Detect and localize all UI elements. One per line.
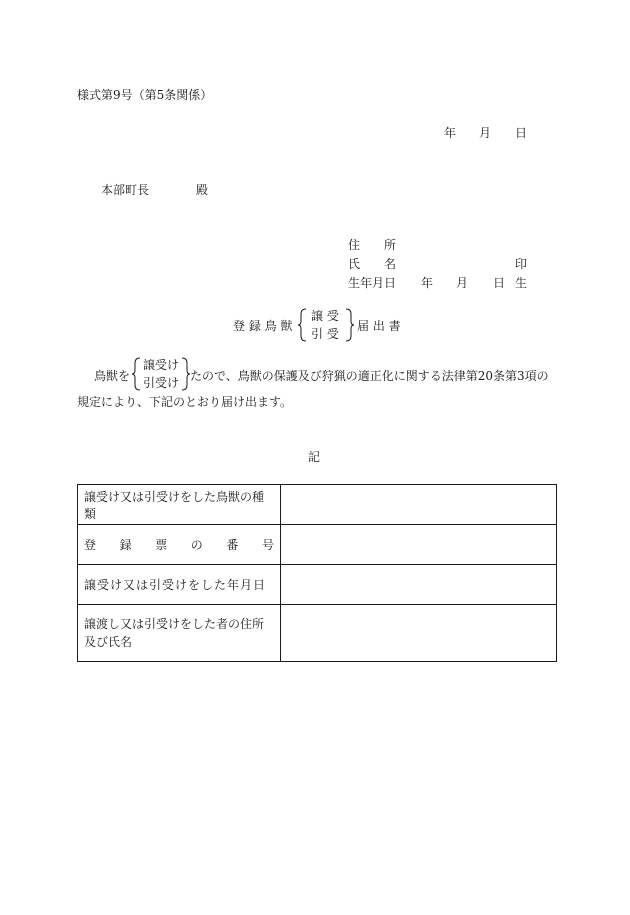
row-label-date: 譲受け又は引受けをした年月日 bbox=[78, 565, 281, 605]
body-right-brace-icon bbox=[180, 357, 190, 391]
form-number: 様式第9号（第5条関係） bbox=[77, 88, 213, 102]
birth-year: 年 bbox=[421, 276, 434, 290]
seal-mark: 印 bbox=[515, 257, 528, 271]
birth-day: 日 bbox=[493, 276, 506, 290]
row-value-registration-number[interactable] bbox=[281, 525, 557, 565]
addressee-name: 本部町長 bbox=[101, 183, 150, 197]
row-label-transferor: 譲渡し又は引受けをした者の住所及び氏名 bbox=[78, 605, 281, 662]
address-label: 住 所 bbox=[348, 238, 397, 252]
title-prefix: 登 録 鳥 獣 bbox=[233, 319, 293, 333]
row-value-transferor[interactable] bbox=[281, 605, 557, 662]
birth-suffix: 生 bbox=[515, 276, 528, 290]
birth-month: 月 bbox=[456, 276, 469, 290]
date-month: 月 bbox=[479, 126, 492, 140]
body-line1-rest: たので、鳥獣の保護及び狩猟の適正化に関する法律第20条第3項の bbox=[190, 369, 549, 383]
right-brace-icon bbox=[344, 308, 354, 342]
body-left-brace-icon bbox=[132, 357, 142, 391]
name-label: 氏 名 bbox=[348, 257, 397, 271]
title-option-1: 譲 受 bbox=[311, 309, 339, 323]
title-option-2: 引 受 bbox=[311, 327, 339, 341]
date-day: 日 bbox=[515, 126, 528, 140]
body-option-1: 譲受け bbox=[143, 358, 180, 372]
table-row bbox=[78, 485, 557, 525]
body-intro: 鳥獣を bbox=[94, 369, 131, 383]
row-label-species: 譲受け又は引受けをした鳥獣の種類 bbox=[78, 485, 281, 525]
ki-heading: 記 bbox=[308, 450, 321, 464]
body-options bbox=[143, 357, 179, 391]
left-brace-icon bbox=[298, 308, 308, 342]
date-year: 年 bbox=[444, 126, 457, 140]
table-row bbox=[78, 605, 557, 662]
addressee-honorific: 殿 bbox=[196, 183, 209, 197]
title-options bbox=[311, 308, 339, 342]
table-row bbox=[78, 565, 557, 605]
row-value-species[interactable] bbox=[281, 485, 557, 525]
row-value-date[interactable] bbox=[281, 565, 557, 605]
body-line2: 規定により、下記のとおり届け出ます。 bbox=[77, 395, 293, 409]
birthdate-label: 生年月日 bbox=[348, 276, 397, 290]
title-suffix: 届 出 書 bbox=[357, 319, 401, 333]
body-option-2: 引受け bbox=[143, 376, 180, 390]
row-label-registration-number bbox=[78, 525, 281, 565]
table-row bbox=[78, 525, 557, 565]
record-table bbox=[77, 484, 557, 662]
registration-number-label: 登 録 票 の 番 号 bbox=[84, 538, 274, 552]
